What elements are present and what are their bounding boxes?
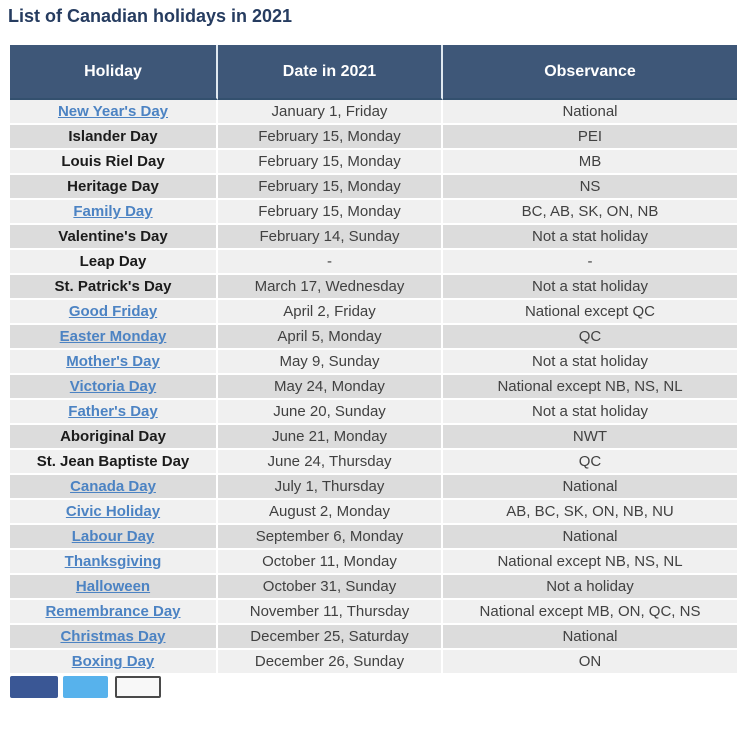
holiday-observance: National except QC	[443, 300, 737, 325]
table-row	[10, 225, 737, 250]
column-header-holiday: Holiday	[10, 45, 218, 100]
holiday-link[interactable]: Easter Monday	[59, 328, 167, 345]
table-row	[10, 375, 737, 400]
holiday-date: February 15, Monday	[218, 200, 443, 225]
holiday-observance: National	[443, 100, 737, 125]
holiday-link[interactable]: Canada Day	[70, 478, 156, 495]
holiday-observance: NWT	[443, 425, 737, 450]
holidays-table	[10, 45, 737, 675]
holiday-link[interactable]: Boxing Day	[71, 653, 155, 670]
table-row	[10, 400, 737, 425]
holiday-observance: National except NB, NS, NL	[443, 550, 737, 575]
holiday-link[interactable]: Christmas Day	[60, 628, 166, 645]
holiday-date: June 24, Thursday	[218, 450, 443, 475]
table-row	[10, 150, 737, 175]
column-header-observance: Observance	[443, 45, 737, 100]
holiday-date: December 26, Sunday	[218, 650, 443, 675]
holiday-link[interactable]: New Year's Day	[57, 103, 169, 120]
holiday-observance: National	[443, 475, 737, 500]
holiday-date: February 14, Sunday	[218, 225, 443, 250]
holiday-date: August 2, Monday	[218, 500, 443, 525]
share-buttons	[10, 676, 750, 698]
holiday-name: Leap Day	[79, 253, 147, 270]
holiday-observance: National except NB, NS, NL	[443, 375, 737, 400]
holiday-date: April 2, Friday	[218, 300, 443, 325]
holiday-observance: National	[443, 625, 737, 650]
column-header-date: Date in 2021	[218, 45, 443, 100]
table-row	[10, 200, 737, 225]
holiday-observance: ON	[443, 650, 737, 675]
table-row	[10, 650, 737, 675]
holiday-date: September 6, Monday	[218, 525, 443, 550]
facebook-share-button[interactable]	[10, 676, 58, 698]
holiday-name: Islander Day	[68, 128, 158, 145]
holiday-date: July 1, Thursday	[218, 475, 443, 500]
holiday-observance: AB, BC, SK, ON, NB, NU	[443, 500, 737, 525]
holiday-link[interactable]: Family Day	[73, 203, 153, 220]
table-row	[10, 450, 737, 475]
twitter-share-button[interactable]	[63, 676, 108, 698]
table-row	[10, 550, 737, 575]
holiday-observance: National	[443, 525, 737, 550]
holiday-date: May 9, Sunday	[218, 350, 443, 375]
holiday-link[interactable]: Remembrance Day	[45, 603, 181, 620]
table-header-row	[10, 45, 737, 100]
holiday-observance: BC, AB, SK, ON, NB	[443, 200, 737, 225]
holiday-date: June 20, Sunday	[218, 400, 443, 425]
table-row	[10, 300, 737, 325]
holiday-date: February 15, Monday	[218, 150, 443, 175]
holiday-link[interactable]: Mother's Day	[66, 353, 160, 370]
holiday-observance: PEI	[443, 125, 737, 150]
holiday-link[interactable]: Victoria Day	[69, 378, 157, 395]
holiday-observance: Not a stat holiday	[443, 400, 737, 425]
holiday-observance: National except MB, ON, QC, NS	[443, 600, 737, 625]
holiday-name: Aboriginal Day	[60, 428, 166, 445]
table-row	[10, 600, 737, 625]
holiday-link[interactable]: Thanksgiving	[64, 553, 162, 570]
table-row	[10, 175, 737, 200]
table-row	[10, 100, 737, 125]
holiday-date: February 15, Monday	[218, 125, 443, 150]
table-row	[10, 125, 737, 150]
holiday-name: Valentine's Day	[58, 228, 168, 245]
holiday-date: May 24, Monday	[218, 375, 443, 400]
holiday-date: April 5, Monday	[218, 325, 443, 350]
holiday-observance: QC	[443, 450, 737, 475]
table-row	[10, 250, 737, 275]
holiday-name: St. Patrick's Day	[54, 278, 172, 295]
page-title: List of Canadian holidays in 2021	[8, 6, 293, 26]
holiday-observance: MB	[443, 150, 737, 175]
holiday-date: January 1, Friday	[218, 100, 443, 125]
table-row	[10, 325, 737, 350]
table-row	[10, 275, 737, 300]
holiday-observance: Not a stat holiday	[443, 275, 737, 300]
holiday-date: June 21, Monday	[218, 425, 443, 450]
holiday-date: October 11, Monday	[218, 550, 443, 575]
table-row	[10, 625, 737, 650]
holiday-date: -	[218, 250, 443, 275]
table-row	[10, 350, 737, 375]
holiday-date: December 25, Saturday	[218, 625, 443, 650]
holiday-link[interactable]: Civic Holiday	[65, 503, 161, 520]
holiday-link[interactable]: Halloween	[75, 578, 151, 595]
table-row	[10, 475, 737, 500]
holiday-name: St. Jean Baptiste Day	[36, 453, 190, 470]
holiday-date: February 15, Monday	[218, 175, 443, 200]
holiday-observance: Not a stat holiday	[443, 225, 737, 250]
holiday-observance: Not a stat holiday	[443, 350, 737, 375]
table-row	[10, 575, 737, 600]
holiday-observance: -	[443, 250, 737, 275]
table-row	[10, 425, 737, 450]
table-row	[10, 500, 737, 525]
holiday-date: October 31, Sunday	[218, 575, 443, 600]
holiday-name: Heritage Day	[67, 178, 159, 195]
holiday-link[interactable]: Father's Day	[68, 403, 158, 420]
holiday-observance: Not a holiday	[443, 575, 737, 600]
more-share-button[interactable]	[115, 676, 161, 698]
holiday-observance: QC	[443, 325, 737, 350]
holiday-link[interactable]: Labour Day	[71, 528, 155, 545]
holiday-observance: NS	[443, 175, 737, 200]
table-row	[10, 525, 737, 550]
holiday-link[interactable]: Good Friday	[68, 303, 158, 320]
holiday-table-body	[10, 100, 737, 675]
holiday-name: Louis Riel Day	[61, 153, 165, 170]
holiday-date: November 11, Thursday	[218, 600, 443, 625]
holiday-date: March 17, Wednesday	[218, 275, 443, 300]
